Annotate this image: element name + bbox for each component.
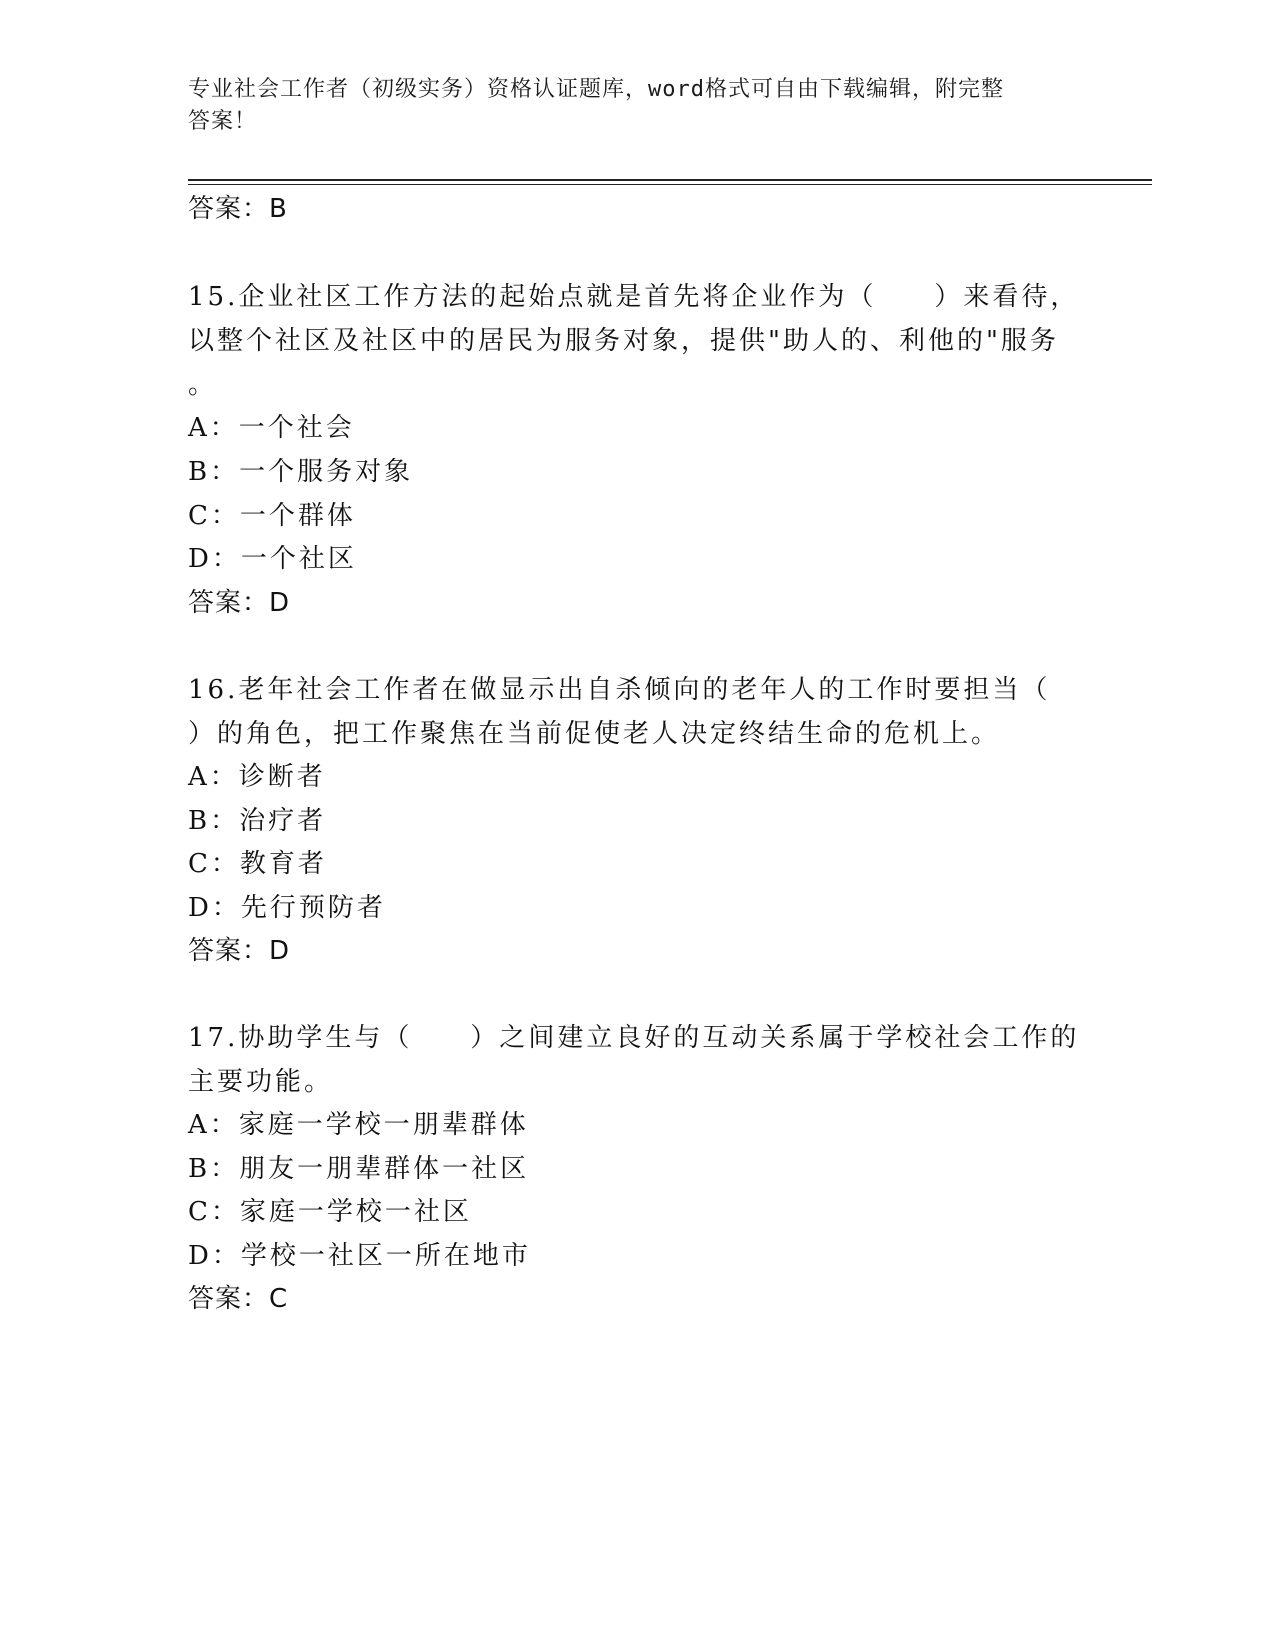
answer: 答案：C — [188, 1284, 289, 1314]
option-b: B：治疗者 — [188, 806, 327, 836]
option-a: A：诊断者 — [188, 762, 326, 792]
header-rule-thick — [188, 179, 1152, 181]
option-c: C：一个群体 — [188, 501, 356, 531]
option-c: C：家庭一学校一社区 — [188, 1197, 472, 1227]
question-stem-line: 主要功能。 — [188, 1067, 334, 1097]
previous-answer: 答案：B — [188, 194, 288, 224]
option-a: A：一个社会 — [188, 413, 355, 443]
option-d: D：先行预防者 — [188, 893, 386, 923]
question-stem-line: 16.老年社会工作者在做显示出自杀倾向的老年人的工作时要担当（ — [188, 675, 1051, 705]
option-d: D：学校一社区一所在地市 — [188, 1241, 531, 1271]
answer: 答案：D — [188, 936, 291, 966]
question-stem-line: ）的角色，把工作聚焦在当前促使老人决定终结生命的危机上。 — [188, 719, 1001, 749]
page-header — [188, 74, 1068, 138]
question-stem-line: 。 — [188, 370, 218, 400]
header-line-2: 答案！ — [188, 109, 258, 134]
option-b: B：朋友一朋辈群体一社区 — [188, 1154, 530, 1184]
answer: 答案：D — [188, 588, 291, 618]
option-b: B：一个服务对象 — [188, 457, 414, 487]
question-stem-line: 以整个社区及社区中的居民为服务对象，提供"助人的、利他的"服务 — [188, 326, 1059, 356]
question-stem-line: 17.协助学生与（ ）之间建立良好的互动关系属于学校社会工作的 — [188, 1023, 1080, 1053]
header-rule-thin — [188, 184, 1152, 185]
option-a: A：家庭一学校一朋辈群体 — [188, 1110, 529, 1140]
option-c: C：教育者 — [188, 849, 327, 879]
question-stem-line: 15.企业社区工作方法的起始点就是首先将企业作为（ ）来看待， — [188, 282, 1080, 312]
option-d: D：一个社区 — [188, 544, 357, 574]
header-line-1: 专业社会工作者（初级实务）资格认证题库，word格式可自由下载编辑，附完整 — [188, 77, 1004, 102]
